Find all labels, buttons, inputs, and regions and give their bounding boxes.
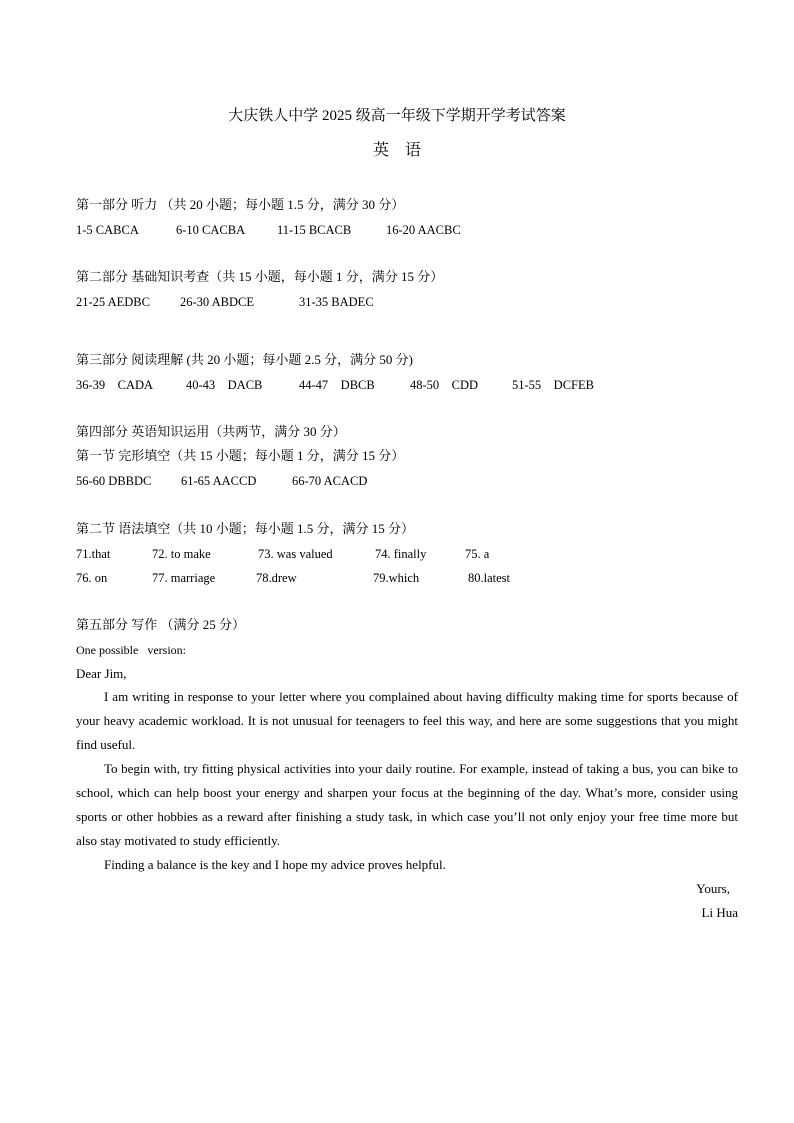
part4-section2-answer: 71.that — [76, 547, 111, 561]
part3-heading: 第三部分 阅读理解 (共 20 小题；每小题 2.5 分，满分 50 分) — [76, 352, 413, 367]
letter-paragraph: I am writing in response to your letter where you complained about having difficulty making time for sports because of your heavy academic workload. It is not unusual for teenagers to feel this way, and here are some suggestions that you might find useful. — [76, 689, 738, 752]
letter-salutation: Dear Jim, — [76, 666, 127, 681]
part4-section2-answer: 79.which — [373, 571, 420, 585]
letter-paragraph: Finding a balance is the key and I hope my advice proves helpful. — [104, 857, 446, 872]
part4-section2-heading: 第二节 语法填空（共 10 小题；每小题 1.5 分，满分 15 分） — [76, 521, 415, 536]
part2-answer: 26-30 ABDCE — [180, 295, 254, 309]
part4-heading: 第四部分 英语知识运用（共两节，满分 30 分） — [76, 424, 346, 439]
letter-signature: Li Hua — [701, 905, 738, 920]
part1-answer: 16-20 AACBC — [386, 223, 461, 237]
letter-closing: Yours, — [696, 881, 730, 896]
part4-section2-answer: 73. was valued — [258, 547, 333, 561]
part1-answer: 6-10 CACBA — [176, 223, 246, 237]
page-title: 大庆铁人中学 2025 级高一年级下学期开学考试答案 — [228, 108, 566, 124]
part4-section2-answer: 72. to make — [152, 547, 211, 561]
part2-answer: 31-35 BADEC — [299, 295, 374, 309]
letter-paragraph: To begin with, try fitting physical activities into your daily routine. For example, instead of taking a bus, you can bike to school, which can help boost your energy and sharpen your focus at the beginning of the day. What’s more, consider using sports or other hobbies as a reward after finishing a study task, in which case you’ll not only enjoy your free time more but also stay motivated to study efficiently. — [76, 761, 738, 848]
part2-answer: 21-25 AEDBC — [76, 295, 150, 309]
part4-section2-answer: 77. marriage — [152, 571, 216, 585]
part3-answer: 48-50 CDD — [410, 378, 479, 392]
part4-section1-answer: 56-60 DBBDC — [76, 474, 152, 488]
part4-section2-answer: 75. a — [465, 547, 490, 561]
part3-answer: 51-55 DCFEB — [512, 378, 594, 392]
part1-heading: 第一部分 听力 （共 20 小题；每小题 1.5 分，满分 30 分） — [76, 197, 405, 212]
letter-body — [76, 685, 738, 877]
part5-heading: 第五部分 写作 （满分 25 分） — [76, 617, 246, 632]
sample-intro: One possible version: — [76, 643, 186, 657]
part4-section1-answer: 61-65 AACCD — [181, 474, 257, 488]
part1-answer: 11-15 BCACB — [277, 223, 352, 237]
part4-section2-answer: 78.drew — [256, 571, 297, 585]
subject-title: 英 语 — [372, 142, 421, 159]
part4-section2-answer: 74. finally — [375, 547, 427, 561]
part4-section2-answer: 76. on — [76, 571, 108, 585]
part3-answer: 36-39 CADA — [76, 378, 154, 392]
part2-heading: 第二部分 基础知识考查（共 15 小题，每小题 1 分，满分 15 分） — [76, 269, 444, 284]
part3-answer: 44-47 DBCB — [299, 378, 375, 392]
part4-section1-heading: 第一节 完形填空（共 15 小题；每小题 1 分，满分 15 分） — [76, 448, 405, 463]
part4-section1-answer: 66-70 ACACD — [292, 474, 368, 488]
part3-answer: 40-43 DACB — [186, 378, 263, 392]
part4-section2-answer: 80.latest — [468, 571, 511, 585]
part1-answer: 1-5 CABCA — [76, 223, 139, 237]
